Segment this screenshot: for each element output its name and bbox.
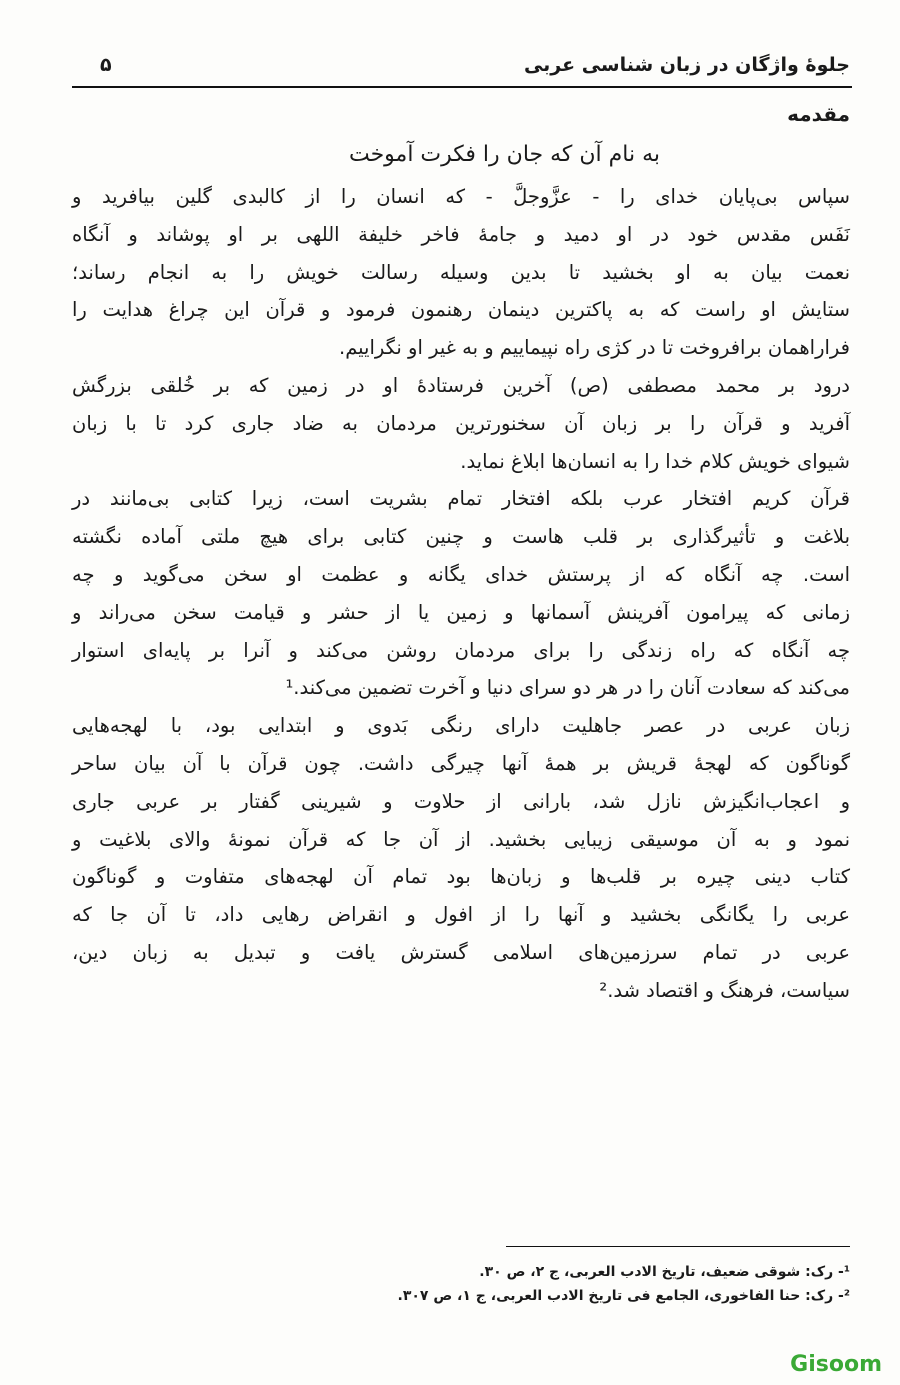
- text-line: و اعجاب‌انگیزش نازل شد، بارانی از حلاوت و شیرینی گفتار بر عربی جاری: [72, 789, 850, 813]
- text-line: می‌کند که سعادت آنان را در هر دو سرای دنیا و آخرت تضمین می‌کند.¹: [285, 676, 850, 700]
- body-text: [72, 178, 850, 1010]
- text-line: آفرید و قرآن را بر زبان آن سخنورترین مردمان به ضاد جاری کرد تا با زبان: [72, 411, 850, 435]
- text-line: سپاس بی‌پایان خدای را - عزَّوجلَّ - که انسان را از کالبدی گلین بیافرید و: [72, 185, 850, 208]
- epigraph: به نام آن که جان را فکرت آموخت: [348, 142, 660, 167]
- text-line: زمانی که پیرامون آفرینش آسمانها و زمین یا از حشر و قیامت سخن می‌راند و: [72, 600, 850, 624]
- page-number: ۵: [100, 54, 112, 76]
- text-line: بلاغت و تأثیرگذاری بر قلب هاست و چنین کتابی برای هیچ ملتی آماده نگشته: [72, 525, 850, 549]
- header-rule: [72, 86, 852, 88]
- text-line: گوناگون که لهجهٔ قریش بر همهٔ آنها چیرگی داشت. چون قرآن با آن بیان ساحر: [72, 751, 850, 775]
- text-line: عربی در تمام سرزمین‌های اسلامی گسترش یافت و تبدیل به زبان دین،: [72, 940, 850, 964]
- running-header: [78, 52, 850, 84]
- section-heading: مقدمه: [787, 102, 850, 126]
- text-line: درود بر محمد مصطفی (ص) آخرین فرستادهٔ او در زمین که بر خُلقی بزرگش: [72, 373, 850, 397]
- text-line: کتاب دینی چیره بر قلب‌ها و زبان‌ها بود تمام آن لهجه‌های متفاوت و گوناگون: [72, 865, 850, 889]
- text-line: قرآن کریم افتخار عرب بلکه افتخار تمام بشریت است، زیرا کتابی بی‌مانند در: [72, 487, 850, 511]
- text-line: است. چه آنگاه که از پرستش خدای یگانه و عظمت او سخن می‌گوید و چه: [72, 562, 850, 586]
- text-line: چه آنگاه که راه زندگی را برای مردمان روشن می‌کند و آنرا بر پایه‌ای استوار: [72, 638, 850, 662]
- text-line: نمود و به آن موسیقی زیبایی بخشید. از آن جا که قرآن نمونهٔ والای بلاغیت و: [72, 827, 850, 851]
- text-line: زبان عربی در عصر جاهلیت دارای رنگی بَدوی و ابتدایی بود، با لهجه‌هایی: [72, 714, 850, 738]
- footnote-1: ¹- رک: شوقی ضعیف، تاریخ الادب العربی، ج ۲، ص ۳۰.: [479, 1264, 850, 1280]
- footnote-2: ²- رک: حنا الفاخوری، الجامع فی تاریخ الادب العربی، ج ۱، ص ۳۰۷.: [397, 1288, 850, 1304]
- text-line: نَفَس مقدس خود در او دمید و جامهٔ فاخر خلیفة اللهی بر او پوشاند و آنگاه: [72, 222, 850, 246]
- text-line: ستایش او راست که به پاکترین دینمان رهنمون فرمود و قرآن این چراغ هدایت را: [72, 298, 850, 322]
- text-line: سیاست، فرهنگ و اقتصاد شد.²: [599, 978, 850, 1002]
- watermark-logo: Gisoom: [790, 1352, 882, 1377]
- text-line: عربی را یگانگی بخشید و آنها را از افول و انقراض رهایی داد، تا آن جا که: [72, 903, 850, 927]
- text-line: فراراهمان برافروخت تا در کژی راه نپیماییم و به غیر او نگراییم.: [339, 336, 850, 360]
- text-line: شیوای خویش کلام خدا را به انسان‌ها ابلاغ نماید.: [460, 449, 850, 473]
- text-line: نعمت بیان به او بخشید تا بدین وسیله رسالت خویش را به انجام رساند؛: [72, 260, 850, 284]
- footnotes: [398, 1260, 851, 1308]
- footnote-rule: [506, 1246, 850, 1247]
- book-title: جلوهٔ واژگان در زبان شناسی عربی: [523, 54, 850, 76]
